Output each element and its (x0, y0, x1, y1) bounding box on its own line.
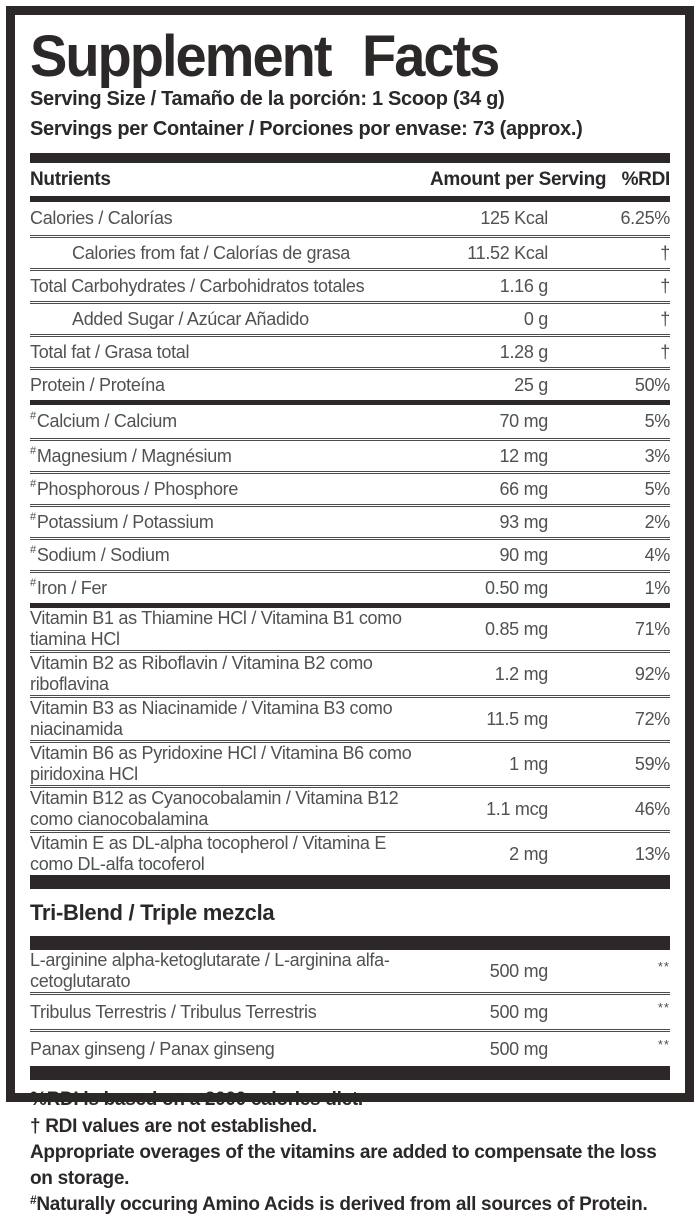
tri-blend-table (30, 950, 670, 1066)
footnote-line: Appropriate overages of the vitamins are added to compensate the loss on storage. (30, 1141, 657, 1190)
nutrient-rdi: 92% (634, 663, 670, 684)
nutrient-rdi: 4% (644, 544, 670, 565)
nutrient-amount: 93 mg (499, 511, 548, 532)
nutrient-amount: 1.1 mcg (486, 798, 548, 819)
table-row (30, 367, 670, 400)
label-title: Supplement Facts (30, 22, 499, 89)
nutrient-name: Vitamin B6 as Pyridoxine HCl / Vitamina B6 como piridoxina HCl (30, 743, 412, 785)
nutrient-amount: 2 mg (509, 843, 548, 864)
nutrient-amount: 125 Kcal (480, 208, 548, 229)
hash-symbol: # (30, 410, 36, 423)
divider-bar-before-footnotes (30, 1066, 670, 1080)
nutrient-name: #Phosphorous / Phosphore (30, 477, 239, 499)
table-row (30, 268, 670, 301)
nutrient-rdi: † (660, 308, 670, 329)
double-asterisk-symbol: ** (657, 1000, 670, 1016)
tri-blend-heading: Tri-Blend / Triple mezcla (30, 900, 275, 926)
nutrient-name: Tribulus Terrestris / Tribulus Terrestris (30, 1001, 317, 1022)
hash-symbol: # (30, 1193, 37, 1208)
nutrient-amount: 0.50 mg (485, 577, 548, 598)
nutrient-amount: 1.2 mg (494, 663, 548, 684)
nutrient-amount: 1.28 g (499, 341, 548, 362)
table-row (30, 785, 670, 830)
table-row (30, 202, 670, 235)
nutrient-rdi: † (660, 275, 670, 296)
nutrient-rdi (548, 1000, 670, 1024)
hash-symbol: # (30, 576, 36, 589)
table-row (30, 235, 670, 268)
nutrient-name: #Iron / Fer (30, 576, 107, 598)
nutrient-rdi: 2% (644, 511, 670, 532)
footnote-line: #Naturally occuring Amino Acids is derived from all sources of Protein. (30, 1193, 648, 1216)
nutrient-amount: 0.85 mg (485, 618, 548, 639)
table-row (30, 1029, 670, 1066)
footnote-line: %RDI is based on a 2000 calories diet. (30, 1089, 363, 1111)
table-row (30, 992, 670, 1029)
nutrient-amount: 500 mg (489, 1001, 548, 1022)
hash-symbol: # (30, 543, 36, 556)
hash-symbol: # (30, 444, 36, 457)
footnotes (30, 1087, 670, 1218)
nutrient-name: #Magnesium / Magnésium (30, 444, 232, 466)
table-row (30, 740, 670, 785)
nutrient-amount: 70 mg (499, 411, 548, 432)
nutrient-amount: 500 mg (489, 1038, 548, 1059)
nutrient-amount: 25 g (514, 374, 548, 395)
nutrient-name: Vitamin E as DL-alpha tocopherol / Vitamina E como DL-alfa tocoferol (30, 833, 387, 875)
nutrient-name: Vitamin B2 as Riboflavin / Vitamina B2 como riboflavina (30, 653, 373, 695)
double-asterisk-symbol: ** (657, 959, 670, 975)
header-rdi: %RDI (621, 169, 670, 191)
nutrient-rdi: 5% (644, 478, 670, 499)
nutrient-rdi: 50% (634, 374, 670, 395)
nutrient-name: Panax ginseng / Panax ginseng (30, 1038, 275, 1059)
nutrient-rdi: 59% (634, 753, 670, 774)
nutrient-amount: 1.16 g (499, 275, 548, 296)
servings-per-container-line: Servings per Container / Porciones por envase: 73 (approx.) (30, 118, 583, 141)
divider-bar-before-blend (30, 875, 670, 889)
nutrient-amount: 11.52 Kcal (467, 242, 548, 263)
nutrient-name: Total fat / Grasa total (30, 341, 190, 362)
double-asterisk-symbol: ** (657, 1037, 670, 1053)
divider-bar-after-blend-heading (30, 936, 670, 950)
header-nutrients: Nutrients (30, 169, 111, 191)
table-row (30, 438, 670, 471)
nutrient-name: L-arginine alpha-ketoglutarate / L-arginina alfa-cetoglutarato (30, 950, 390, 992)
nutrient-name: #Calcium / Calcium (30, 410, 177, 432)
nutrient-rdi: 13% (634, 843, 670, 864)
nutrient-rdi: 6.25% (620, 208, 670, 229)
hash-symbol: # (30, 510, 36, 523)
table-row (30, 301, 670, 334)
table-row (30, 570, 670, 603)
table-row (30, 334, 670, 367)
table-row (30, 695, 670, 740)
nutrient-amount: 500 mg (489, 960, 548, 981)
nutrient-name: Vitamin B3 as Niacinamide / Vitamina B3 como niacinamida (30, 698, 393, 740)
table-row (30, 537, 670, 570)
nutrient-name: Calories / Calorías (30, 208, 173, 229)
nutrient-rdi: 5% (644, 411, 670, 432)
nutrient-name: Added Sugar / Azúcar Añadido (72, 308, 309, 329)
nutrient-name: #Potassium / Potassium (30, 510, 214, 532)
nutrient-name: Protein / Proteína (30, 374, 165, 395)
nutrient-rdi: 71% (634, 618, 670, 639)
nutrient-rdi: † (660, 242, 670, 263)
table-row (30, 405, 670, 438)
nutrient-amount: 1 mg (509, 753, 548, 774)
footnote-line: † RDI values are not established. (30, 1115, 317, 1137)
table-row (30, 504, 670, 537)
nutrient-amount: 12 mg (499, 445, 548, 466)
nutrient-name: Vitamin B1 as Thiamine HCl / Vitamina B1 como tiamina HCl (30, 608, 402, 650)
table-row (30, 950, 670, 992)
nutrient-name: #Sodium / Sodium (30, 543, 170, 565)
header-amount-per-serving: Amount per Serving (430, 169, 607, 191)
nutrient-rdi (548, 1037, 670, 1061)
nutrient-amount: 11.5 mg (486, 708, 548, 729)
nutrient-rdi: 46% (634, 798, 670, 819)
nutrient-rdi: 3% (644, 445, 670, 466)
nutrient-rdi: 72% (634, 708, 670, 729)
nutrient-amount: 0 g (523, 308, 548, 329)
nutrient-rdi (548, 959, 670, 983)
table-row (30, 608, 670, 650)
nutrient-amount: 90 mg (499, 544, 548, 565)
table-row (30, 650, 670, 695)
supplement-facts-label (6, 6, 694, 1216)
table-row (30, 830, 670, 875)
nutrient-name: Total Carbohydrates / Carbohidratos totales (30, 275, 365, 296)
nutrient-rdi: 1% (644, 577, 670, 598)
nutrient-name: Calories from fat / Calorías de grasa (72, 242, 351, 263)
nutrient-amount: 66 mg (499, 478, 548, 499)
nutrient-name: Vitamin B12 as Cyanocobalamin / Vitamina B12 como cianocobalamina (30, 788, 399, 830)
table-header-row (30, 163, 670, 196)
table-row (30, 471, 670, 504)
serving-size-line: Serving Size / Tamaño de la porción: 1 Scoop (34 g) (30, 88, 505, 111)
nutrient-rdi: † (660, 341, 670, 362)
nutrients-table (30, 202, 670, 875)
hash-symbol: # (30, 477, 36, 490)
divider-bar-top (30, 153, 670, 163)
